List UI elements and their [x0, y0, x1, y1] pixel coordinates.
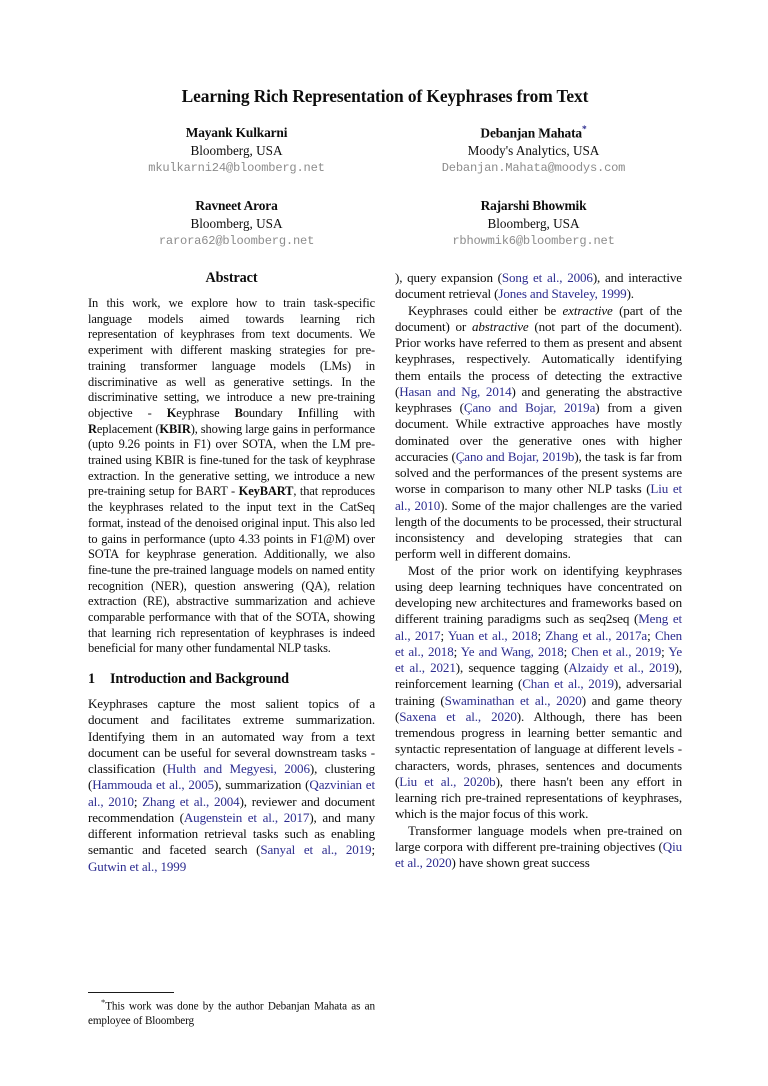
citation-link[interactable]: Zhang et al., 2017a	[545, 627, 648, 643]
emphasis-extractive: extractive	[562, 302, 613, 318]
citation-link[interactable]: Jones and Staveley, 1999	[498, 286, 627, 302]
citation-link[interactable]: Song et al., 2006	[501, 270, 593, 285]
abstract-paragraph: In this work, we explore how to train task-specific language models aimed towards learning rich representation of keyphrases from text documents. We experiment with different masking strategies for pre-training transformer language models (LMs) in discriminative as well as generative settings. In the discriminative setting, we introduce a new pre-training objective - Keyphrase Boundary Infilling with Replacement (KBIR), showing large gains in performance (upto 9.26 points in F1) over SOTA, when the LM pre-trained using KBIR is fine-tuned for the task of keyphrase extraction. In the generative setting, we introduce a new pre-training setup for BART - KeyBART, that reproduces the keyphrases related to the input text in the CatSeq format, instead of the denoised original input. This also led to gains in performance (upto 4.33 points in F1@M) over SOTA for keyphrase generation. Additionally, we also fine-tune the pre-trained language models on named entity recognition (NER), question answering (QA), relation extraction (RE), abstractive summarization and achieve comparable performance with that of the SOTA, showing that learning rich representation of keyphrases is indeed beneficial for many other fundamental NLP tasks.	[88, 296, 375, 656]
authors-grid	[88, 124, 682, 250]
citation-link[interactable]: Gutwin et al., 1999	[88, 858, 187, 874]
body-columns	[88, 270, 682, 1060]
author-affiliation: Bloomberg, USA	[487, 216, 580, 232]
author-entry	[88, 197, 385, 250]
author-email[interactable]: mkulkarni24@bloomberg.net	[148, 160, 325, 175]
author-entry	[88, 124, 385, 177]
footnote-divider	[88, 992, 174, 993]
section-number: 1	[88, 671, 95, 688]
citation-link[interactable]: Liu et al., 2010	[395, 481, 682, 513]
citation-link[interactable]: Hasan and Ng, 2014	[399, 383, 512, 399]
section-heading-introduction	[88, 671, 375, 688]
citation-link[interactable]: Chen et al., 2018	[395, 627, 683, 659]
citation-link[interactable]: Swaminathan et al., 2020	[444, 692, 582, 708]
abstract-heading: Abstract	[205, 270, 258, 286]
footnote-content: *This work was done by the author Debanjan Mahata as an employee of Bloomberg	[88, 997, 375, 1027]
citation-link[interactable]: Chan et al., 2019	[522, 676, 614, 692]
author-entry	[385, 197, 682, 250]
intro-paragraph-2: Keyphrases could either be extractive (part of the document) or abstractive (not part of the document). Prior works have referred to them as present and absent keyphrases, respectively. Automatically identifying them entails the process of detecting the extractive (Hasan and Ng, 2014) and generating the abstractive keyphrases (Çano and Bojar, 2019a) from a given document. While extractive approaches have mostly dominated over the generative ones with higher accuracies (Çano and Bojar, 2019b), the task is far from solved and the performances of the present systems are worse in comparison to many other NLP tasks (Liu et al., 2010). Some of the major challenges are the varied length of the documents to be processed, their structural inconsistency and developing strategies that can perform well in different domains.	[395, 302, 682, 562]
intro-paragraph-4: Transformer language models when pre-trained on large corpora with different pre-training objectives (Qiu et al., 2020) have shown great success	[395, 822, 682, 870]
citation-link[interactable]: Qiu et al., 2020	[395, 838, 682, 870]
citation-link[interactable]: Sanyal et al., 2019	[260, 842, 372, 858]
author-name: Mayank Kulkarni	[185, 124, 288, 140]
citation-link[interactable]: Ye and Wang, 2018	[460, 643, 564, 659]
citation-link[interactable]: Çano and Bojar, 2019a	[463, 400, 596, 415]
author-email[interactable]: rarora62@bloomberg.net	[158, 234, 315, 249]
author-entry	[385, 124, 682, 177]
citation-link[interactable]: Chen et al., 2019	[571, 643, 662, 659]
citation-link[interactable]: Yuan et al., 2018	[447, 627, 538, 643]
column-right	[395, 270, 682, 871]
citation-link[interactable]: Liu et al., 2020b	[399, 773, 496, 789]
footnote-marker-icon[interactable]: *	[581, 124, 587, 135]
citation-link[interactable]: Alzaidy et al., 2019	[568, 660, 675, 675]
author-email[interactable]: rbhowmik6@bloomberg.net	[452, 234, 615, 249]
footnote-star-icon: *	[101, 997, 106, 1007]
author-affiliation: Bloomberg, USA	[190, 142, 283, 158]
intro-paragraph-3: Most of the prior work on identifying keyphrases using deep learning techniques have concentrated on developing new architectures and frameworks based on different training paradigms such as seq2seq (Meng et al., 2017; Yuan et al., 2018; Zhang et al., 2017a; Chen et al., 2018; Ye and Wang, 2018; Chen et al., 2019; Ye et al., 2021), sequence tagging (Alzaidy et al., 2019), reinforcement learning (Chan et al., 2019), adversarial training (Swaminathan et al., 2020) and game theory (Saxena et al., 2020). Although, there has been tremendous progress in learning better semantic and syntactic representation of language at different levels - characters, words, phrases, sentences and documents (Liu et al., 2020b), there hasn't been any effort in learning rich pre-trained representations of keyphrases, which is the major focus of this work.	[395, 562, 683, 822]
footnote-block	[88, 992, 375, 1028]
column-left	[88, 270, 375, 875]
citation-link[interactable]: Hulth and Megyesi, 2006	[166, 761, 310, 777]
citation-link[interactable]: Augenstein et al., 2017	[183, 809, 310, 825]
author-name: Debanjan Mahata*	[480, 124, 587, 141]
citation-link[interactable]: Çano and Bojar, 2019b	[455, 448, 575, 464]
citation-link[interactable]: Zhang et al., 2004	[142, 793, 240, 809]
author-name: Ravneet Arora	[195, 198, 278, 214]
intro-paragraph-1: Keyphrases capture the most salient topics of a document and facilitates extreme summarization. Identifying them in an automated way from a text document can be useful for several downstream tasks - classification (Hulth and Megyesi, 2006), clustering (Hammouda et al., 2005), summarization (Qazvinian et al., 2010; Zhang et al., 2004), reviewer and document recommendation (Augenstein et al., 2017), and many different information retrieval tasks such as enabling semantic and faceted search (Sanyal et al., 2019; Gutwin et al., 1999	[88, 696, 375, 874]
title-block	[88, 86, 682, 250]
author-name: Rajarshi Bhowmik	[480, 198, 587, 214]
citation-link[interactable]: Ye et al., 2021	[395, 643, 682, 675]
intro-paragraph-1-continued: ), query expansion (Song et al., 2006), and interactive document retrieval (Jones and Staveley, 1999).	[395, 270, 682, 302]
section-title: Introduction and Background	[110, 671, 289, 688]
citation-link[interactable]: Hammouda et al., 2005	[92, 777, 215, 793]
author-affiliation: Bloomberg, USA	[190, 216, 283, 232]
author-email[interactable]: Debanjan.Mahata@moodys.com	[441, 161, 626, 176]
citation-link[interactable]: Qazvinian et al., 2010	[88, 777, 375, 809]
citation-link[interactable]: Saxena et al., 2020	[399, 708, 517, 724]
citation-link[interactable]: Meng et al., 2017	[395, 611, 682, 643]
emphasis-abstractive: abstractive	[471, 318, 529, 334]
page-title: Learning Rich Representation of Keyphrases from Text	[181, 86, 589, 106]
author-affiliation: Moody's Analytics, USA	[467, 143, 600, 159]
